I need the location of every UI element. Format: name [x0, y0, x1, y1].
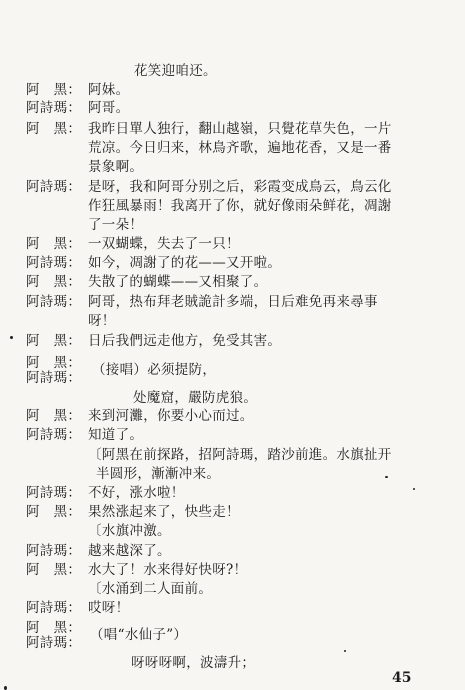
speaker-label: 阿 黑：	[26, 504, 82, 520]
speaker-label: 阿 黑：	[26, 355, 82, 371]
text-line: （唱“水仙子”）	[90, 627, 188, 643]
text-line: 景象啊。	[88, 159, 144, 175]
scan-speck	[413, 488, 415, 490]
speaker-label: 阿詩瑪：	[26, 100, 82, 116]
text-line: 荒凉。今日归来，林鳥齐歌，遍地花香，又是一番	[88, 140, 392, 156]
text-line: 作狂風暴雨！我离开了你，就好像雨朵鲜花，凋謝	[88, 198, 392, 214]
text-line: 越来越深了。	[88, 543, 171, 559]
text-line: 来到河灘，你要小心而过。	[88, 408, 254, 424]
stage-direction: 〔水涌到二人面前。	[88, 581, 213, 597]
text-line: 呀！	[88, 313, 116, 329]
page-number: 45	[392, 670, 412, 686]
text-line: 阿妹。	[88, 82, 130, 98]
speaker-label: 阿 黑：	[26, 274, 82, 290]
speaker-label: 阿詩瑪：	[26, 294, 82, 310]
text-line: 阿哥。	[88, 100, 130, 116]
speaker-label: 阿 黑：	[26, 236, 82, 252]
speaker-label: 阿 黑：	[26, 333, 82, 349]
text-line: 哎呀！	[88, 600, 130, 616]
text-line: 知道了。	[88, 427, 144, 443]
stage-direction: 〔阿黑在前探路，招阿詩瑪，踏沙前進。水旗扯开	[88, 447, 392, 463]
speaker-label: 阿詩瑪：	[26, 600, 82, 616]
text-line: 日后我們远走他方，免受其害。	[88, 333, 282, 349]
scan-speck	[385, 476, 388, 478]
speaker-label: 阿 黑：	[26, 620, 82, 636]
scan-speck	[344, 650, 346, 652]
text-line: 呀呀呀啊，波濤升；	[131, 655, 256, 671]
speaker-label: 阿 黑：	[26, 82, 82, 98]
text-line: 不好，涨水啦！	[88, 485, 185, 501]
text-line: 花笑迎咱还。	[134, 63, 217, 79]
scan-speck	[10, 336, 13, 339]
speaker-label: 阿詩瑪：	[26, 543, 82, 559]
text-line: 一双蝴蝶，失去了一只！	[88, 236, 240, 252]
speaker-label: 阿 黑：	[26, 121, 82, 137]
speaker-label: 阿 黑：	[26, 408, 82, 424]
text-line: 如今，凋謝了的花——又开啦。	[88, 255, 282, 271]
text-line: 失散了的蝴蝶——又相聚了。	[88, 274, 268, 290]
text-line: 我昨日單人独行，翻山越嶺，只覺花草失色，一片	[88, 121, 392, 137]
stage-direction: 半圆形，漸漸冲来。	[96, 466, 221, 482]
text-line: 阿哥，热布拜老賊詭計多端，日后难免再来尋事	[88, 294, 378, 310]
speaker-label: 阿詩瑪：	[26, 635, 82, 651]
speaker-label: 阿詩瑪：	[26, 179, 82, 195]
speaker-label: 阿詩瑪：	[26, 255, 82, 271]
text-line: 了一朵！	[88, 217, 144, 233]
text-line: 水大了！水来得好快呀?！	[88, 562, 248, 578]
speaker-label: 阿詩瑪：	[26, 370, 82, 386]
stage-direction: 〔水旗冲激。	[88, 523, 171, 539]
text-line: 处魔窟，嚴防虎狼。	[133, 390, 258, 406]
speaker-label: 阿 黑：	[26, 562, 82, 578]
speaker-label: 阿詩瑪：	[26, 427, 82, 443]
speaker-label: 阿詩瑪：	[26, 485, 82, 501]
text-line: （接唱）必须提防，	[92, 362, 217, 378]
text-line: 是呀，我和阿哥分别之后，彩霞变成鳥云，鳥云化	[88, 179, 392, 195]
text-line: 果然涨起来了，快些走！	[88, 504, 240, 520]
scan-speck	[4, 686, 7, 690]
